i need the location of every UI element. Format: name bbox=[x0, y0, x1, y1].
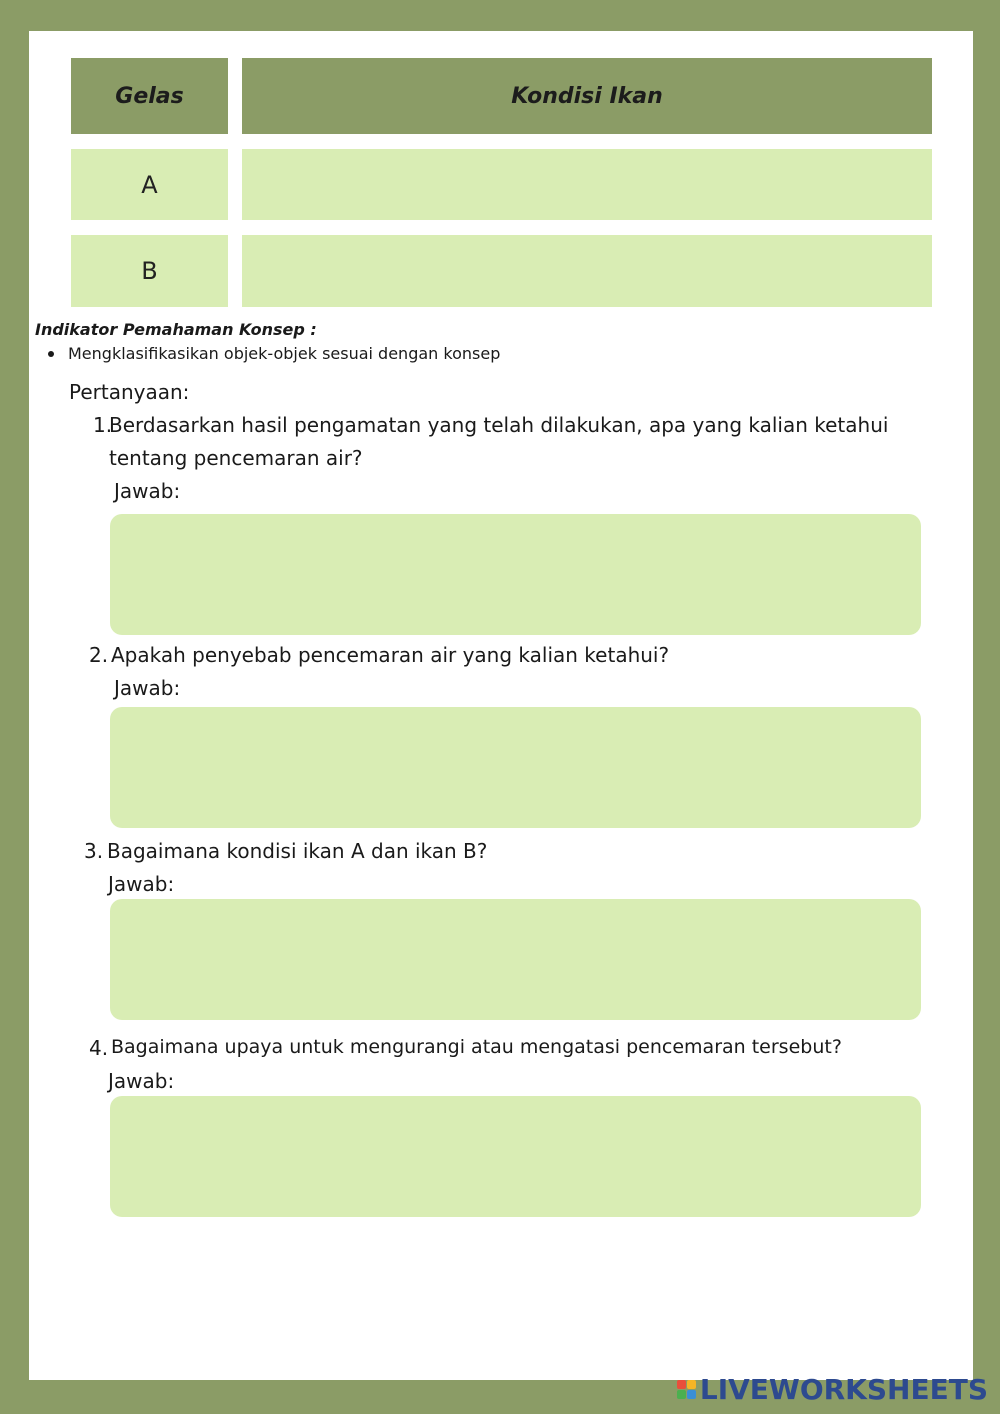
answer-box-4[interactable] bbox=[110, 1096, 921, 1217]
question-2-text: Apakah penyebab pencemaran air yang kalian ketahui? bbox=[111, 643, 670, 667]
question-2-answer-label: Jawab: bbox=[114, 676, 181, 700]
table-header-gelas bbox=[71, 58, 228, 134]
indikator-title: Indikator Pemahaman Konsep : bbox=[35, 320, 317, 339]
header-gelas-label: Gelas bbox=[115, 83, 184, 109]
question-3-number: 3. bbox=[84, 839, 104, 863]
table-cell-kondisi-a[interactable] bbox=[242, 149, 932, 220]
indikator-item-text: Mengklasifikasikan objek-objek sesuai dengan konsep bbox=[68, 344, 501, 363]
table-cell-kondisi-b[interactable] bbox=[242, 235, 932, 307]
pertanyaan-label: Pertanyaan: bbox=[69, 380, 190, 404]
question-3-answer-label: Jawab: bbox=[108, 872, 175, 896]
question-4-number: 4. bbox=[89, 1036, 109, 1060]
logo-tile-i bbox=[687, 1380, 696, 1389]
question-3-text: Bagaimana kondisi ikan A dan ikan B? bbox=[107, 839, 488, 863]
question-1-answer-label: Jawab: bbox=[114, 479, 181, 503]
answer-box-1[interactable] bbox=[110, 514, 921, 635]
gelas-a-label: A bbox=[141, 170, 158, 199]
answer-box-3[interactable] bbox=[110, 899, 921, 1020]
logo-tile-v bbox=[677, 1390, 686, 1399]
header-kondisi-label: Kondisi Ikan bbox=[511, 83, 663, 109]
liveworksheets-logo-icon bbox=[677, 1380, 696, 1399]
question-1-number: 1. bbox=[93, 413, 113, 437]
liveworksheets-text: LIVEWORKSHEETS bbox=[699, 1373, 988, 1406]
answer-box-2[interactable] bbox=[110, 707, 921, 828]
table-cell-gelas-a bbox=[71, 149, 228, 220]
question-4-answer-label: Jawab: bbox=[108, 1069, 175, 1093]
logo-tile-e bbox=[687, 1390, 696, 1399]
question-1-text-line2: tentang pencemaran air? bbox=[109, 446, 363, 470]
table-cell-gelas-b bbox=[71, 235, 228, 307]
logo-tile-l bbox=[677, 1380, 686, 1389]
bullet-icon bbox=[48, 351, 54, 357]
question-2-number: 2. bbox=[89, 643, 109, 667]
table-header-kondisi bbox=[242, 58, 932, 134]
question-1-text: Berdasarkan hasil pengamatan yang telah dilakukan, apa yang kalian ketahui bbox=[109, 413, 889, 437]
indikator-item bbox=[48, 344, 500, 363]
gelas-b-label: B bbox=[141, 257, 158, 285]
liveworksheets-logo bbox=[677, 1373, 988, 1406]
question-4-text: Bagaimana upaya untuk mengurangi atau mengatasi pencemaran tersebut? bbox=[111, 1036, 842, 1058]
